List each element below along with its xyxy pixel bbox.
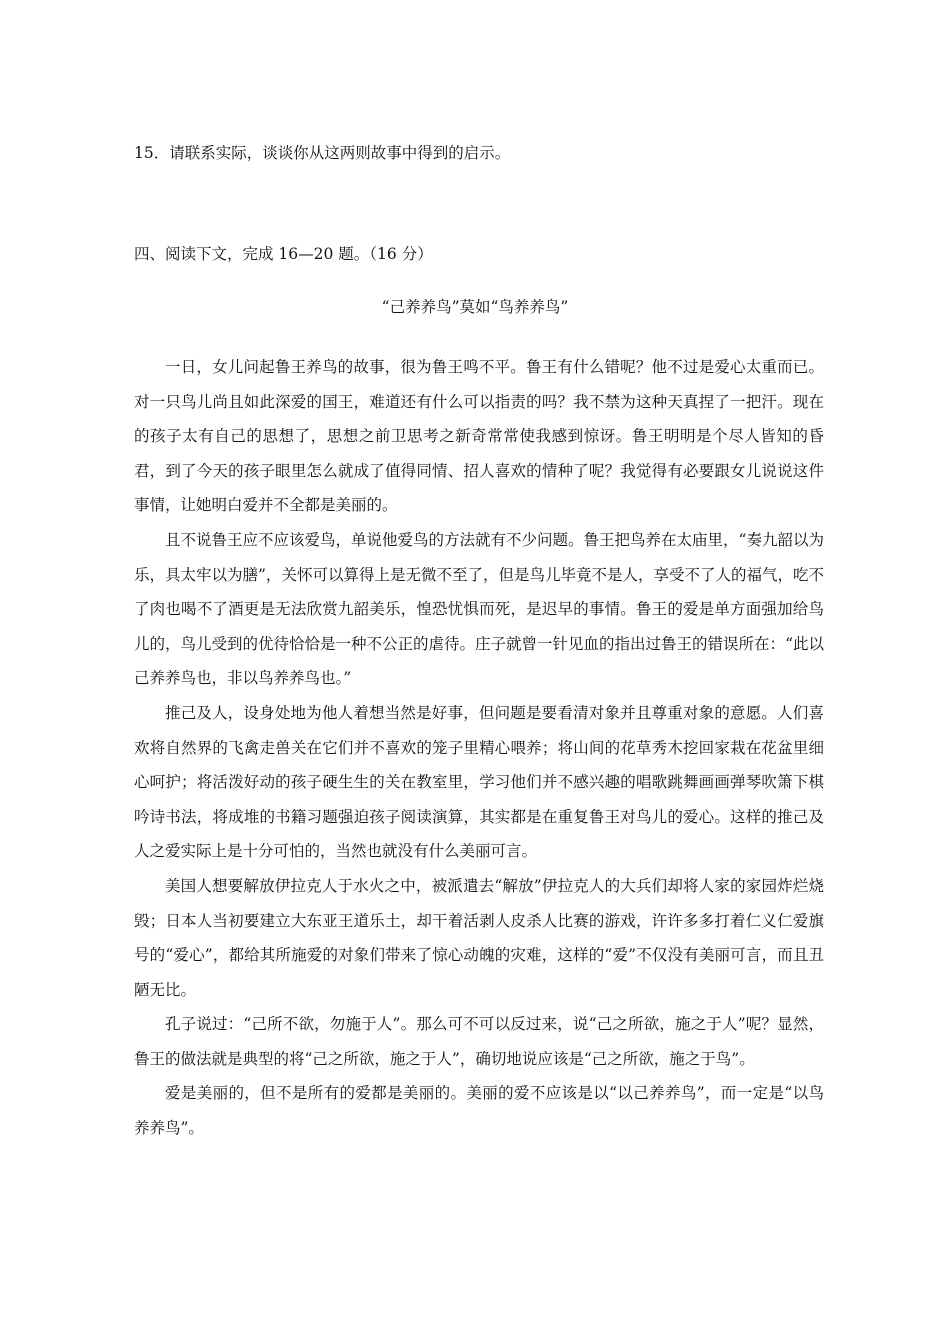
passage-body (134, 350, 824, 1146)
paragraph-2: 且不说鲁王应不应该爱鸟，单说他爱鸟的方法就有不少问题。鲁王把鸟养在太庙里，“奏九韶以为乐，具太牢以为膳”，关怀可以算得上是无微不至了，但是鸟儿毕竟不是人，享受不了人的福气，吃不了肉也喝不了酒更是无法欣赏九韶美乐，惶恐忧惧而死，是迟早的事情。鲁王的爱是单方面强加给鸟儿的，鸟儿受到的优待恰恰是一种不公正的虐待。庄子就曾一针见血的指出过鲁王的错误所在：“此以己养养鸟也，非以鸟养养鸟也。” (134, 530, 824, 688)
section-4-heading: 四、阅读下文，完成 16—20 题。（16 分） (134, 245, 433, 263)
paragraph-5: 孔子说过：“己所不欲，勿施于人”。那么可不可以反过来，说“己之所欲，施之于人”呢？显然，鲁王的做法就是典型的将“己之所欲，施之于人”，确切地说应该是“己之所欲，施之于鸟”。 (134, 1015, 824, 1068)
paragraph-1: 一日，女儿问起鲁王养鸟的故事，很为鲁王鸣不平。鲁王有什么错呢？他不过是爱心太重而已。对一只鸟儿尚且如此深爱的国王，难道还有什么可以指责的吗？我不禁为这种天真捏了一把汗。现在的孩子太有自己的思想了，思想之前卫思考之新奇常常使我感到惊讶。鲁王明明是个尽人皆知的昏君，到了今天的孩子眼里怎么就成了值得同情、招人喜欢的情种了呢？我觉得有必要跟女儿说说这件事情，让她明白爱并不全都是美丽的。 (134, 358, 824, 515)
paragraph-6: 爱是美丽的，但不是所有的爱都是美丽的。美丽的爱不应该是以“以己养养鸟”，而一定是“以鸟养养鸟”。 (134, 1084, 824, 1138)
paragraph-4: 美国人想要解放伊拉克人于水火之中，被派遣去“解放”伊拉克人的大兵们却将人家的家园炸烂烧毁；日本人当初要建立大东亚王道乐土，却干着活剥人皮杀人比赛的游戏，许许多多打着仁义仁爱旗号的“爱心”，都给其所施爱的对象们带来了惊心动魄的灾难，这样的“爱”不仅没有美丽可言，而且丑陋无比。 (134, 876, 824, 999)
paragraph-3: 推己及人，设身处地为他人着想当然是好事，但问题是要看清对象并且尊重对象的意愿。人们喜欢将自然界的飞禽走兽关在它们并不喜欢的笼子里精心喂养；将山间的花草秀木挖回家栽在花盆里细心呵护；将活泼好动的孩子硬生生的关在教室里，学习他们并不感兴趣的唱歌跳舞画画弹琴吹箫下棋吟诗书法，将成堆的书籍习题强迫孩子阅读演算，其实都是在重复鲁王对鸟儿的爱心。这样的推己及人之爱实际上是十分可怕的，当然也就没有什么美丽可言。 (134, 703, 824, 861)
passage-title: “己养养鸟”莫如“鸟养养鸟” (381, 298, 569, 316)
question-15: 15．请联系实际，谈谈你从这两则故事中得到的启示。 (134, 144, 511, 162)
